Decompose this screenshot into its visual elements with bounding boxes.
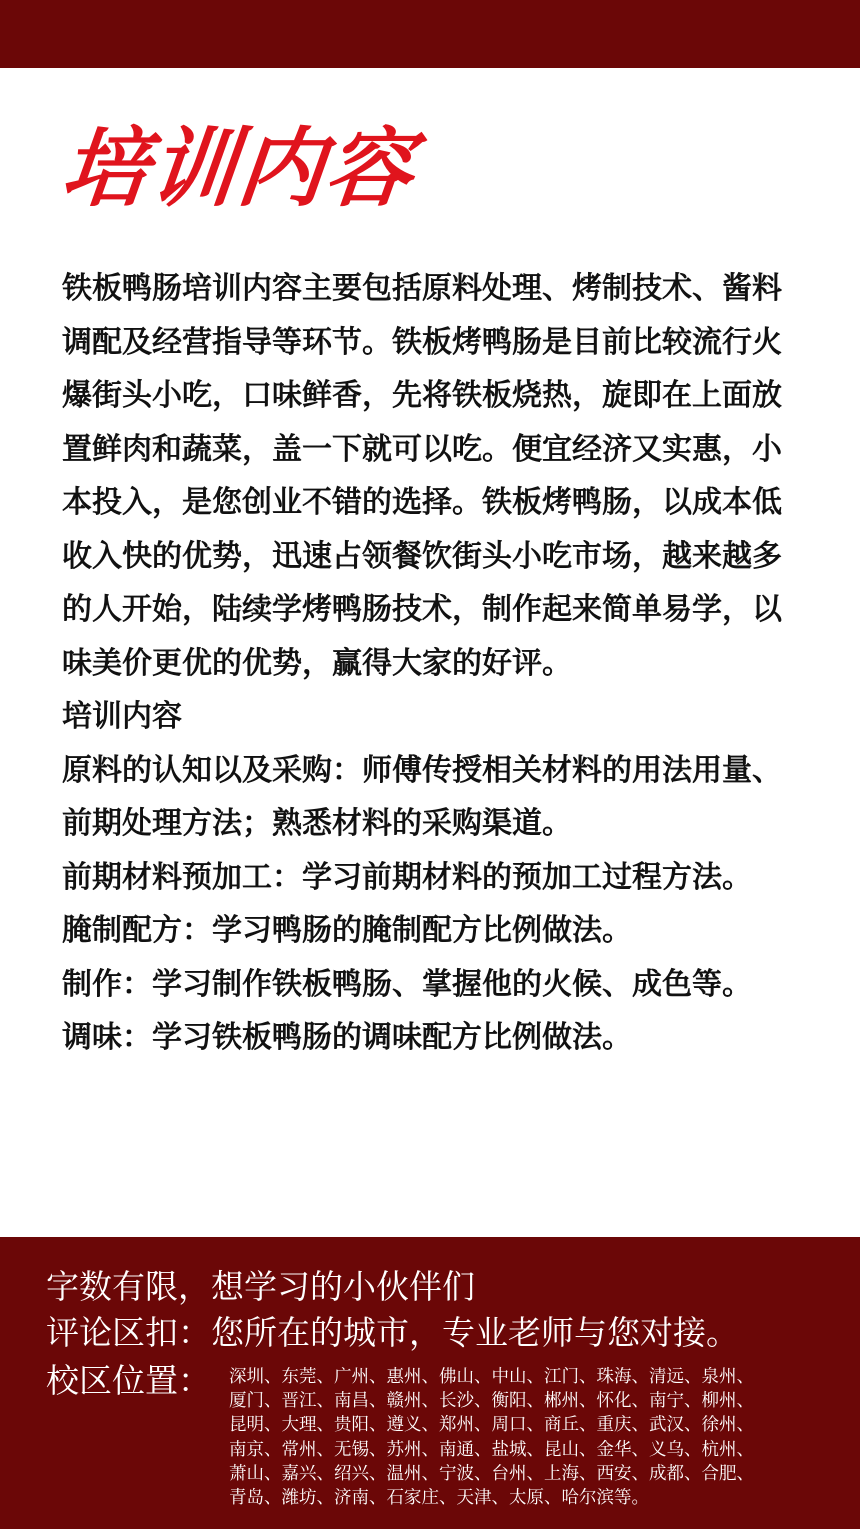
footer-panel: [0, 1237, 860, 1529]
campus-city-list: 深圳、东莞、广州、惠州、佛山、中山、江门、珠海、清远、泉州、 厦门、晋江、南昌、赣州、长沙、衡阳、郴州、怀化、南宁、柳州、 昆明、大理、贵阳、遵义、郑州、周口、商丘、重庆、武汉、徐州、 南京、常州、无锡、苏州、南通、盐城、昆山、金华、义乌、杭州、 萧山、嘉兴、绍兴、温州、宁波、台州、上海、西安、成都、合肥、 青岛、潍坊、济南、石家庄、天津、太原、哈尔滨等。: [229, 1367, 754, 1509]
campus-label: 校区位置：: [46, 1361, 211, 1400]
intro-paragraph: 铁板鸭肠培训内容主要包括原料处理、烤制技术、酱料调配及经营指导等环节。铁板烤鸭肠是目前比较流行火爆街头小吃，口味鲜香，先将铁板烧热，旋即在上面放置鲜肉和蔬菜，盖一下就可以吃。便宜经济又实惠，小本投入，是您创业不错的选择。铁板烤鸭肠，以成本低收入快的优势，迅速占领餐饮街头小吃市场，越来越多的人开始，陆续学烤鸭肠技术，制作起来简单易学，以味美价更优的优势，赢得大家的好评。: [62, 271, 782, 681]
training-item-cooking: 制作：学习制作铁板鸭肠、掌握他的火候、成色等。: [62, 966, 752, 1002]
training-item-marinade: 腌制配方：学习鸭肠的腌制配方比例做法。: [62, 913, 632, 948]
training-item-preprocessing: 前期材料预加工：学习前期材料的预加工过程方法。: [62, 859, 752, 895]
footer-cta-line-2: 评论区扣：您所在的城市，专业老师与您对接。: [46, 1313, 739, 1352]
content-area: [0, 68, 860, 1237]
training-item-materials: 原料的认知以及采购：师傅传授相关材料的用法用量、前期处理方法；熟悉材料的采购渠道。: [62, 752, 782, 841]
article-body: [62, 262, 792, 1065]
section-title: 培训内容: [62, 699, 182, 734]
page-heading: 培训内容: [56, 119, 420, 219]
footer-cta-line-1: 字数有限，想学习的小伙伴们: [46, 1267, 475, 1306]
top-banner-bar: [0, 0, 860, 68]
training-item-seasoning: 调味：学习铁板鸭肠的调味配方比例做法。: [62, 1020, 632, 1055]
